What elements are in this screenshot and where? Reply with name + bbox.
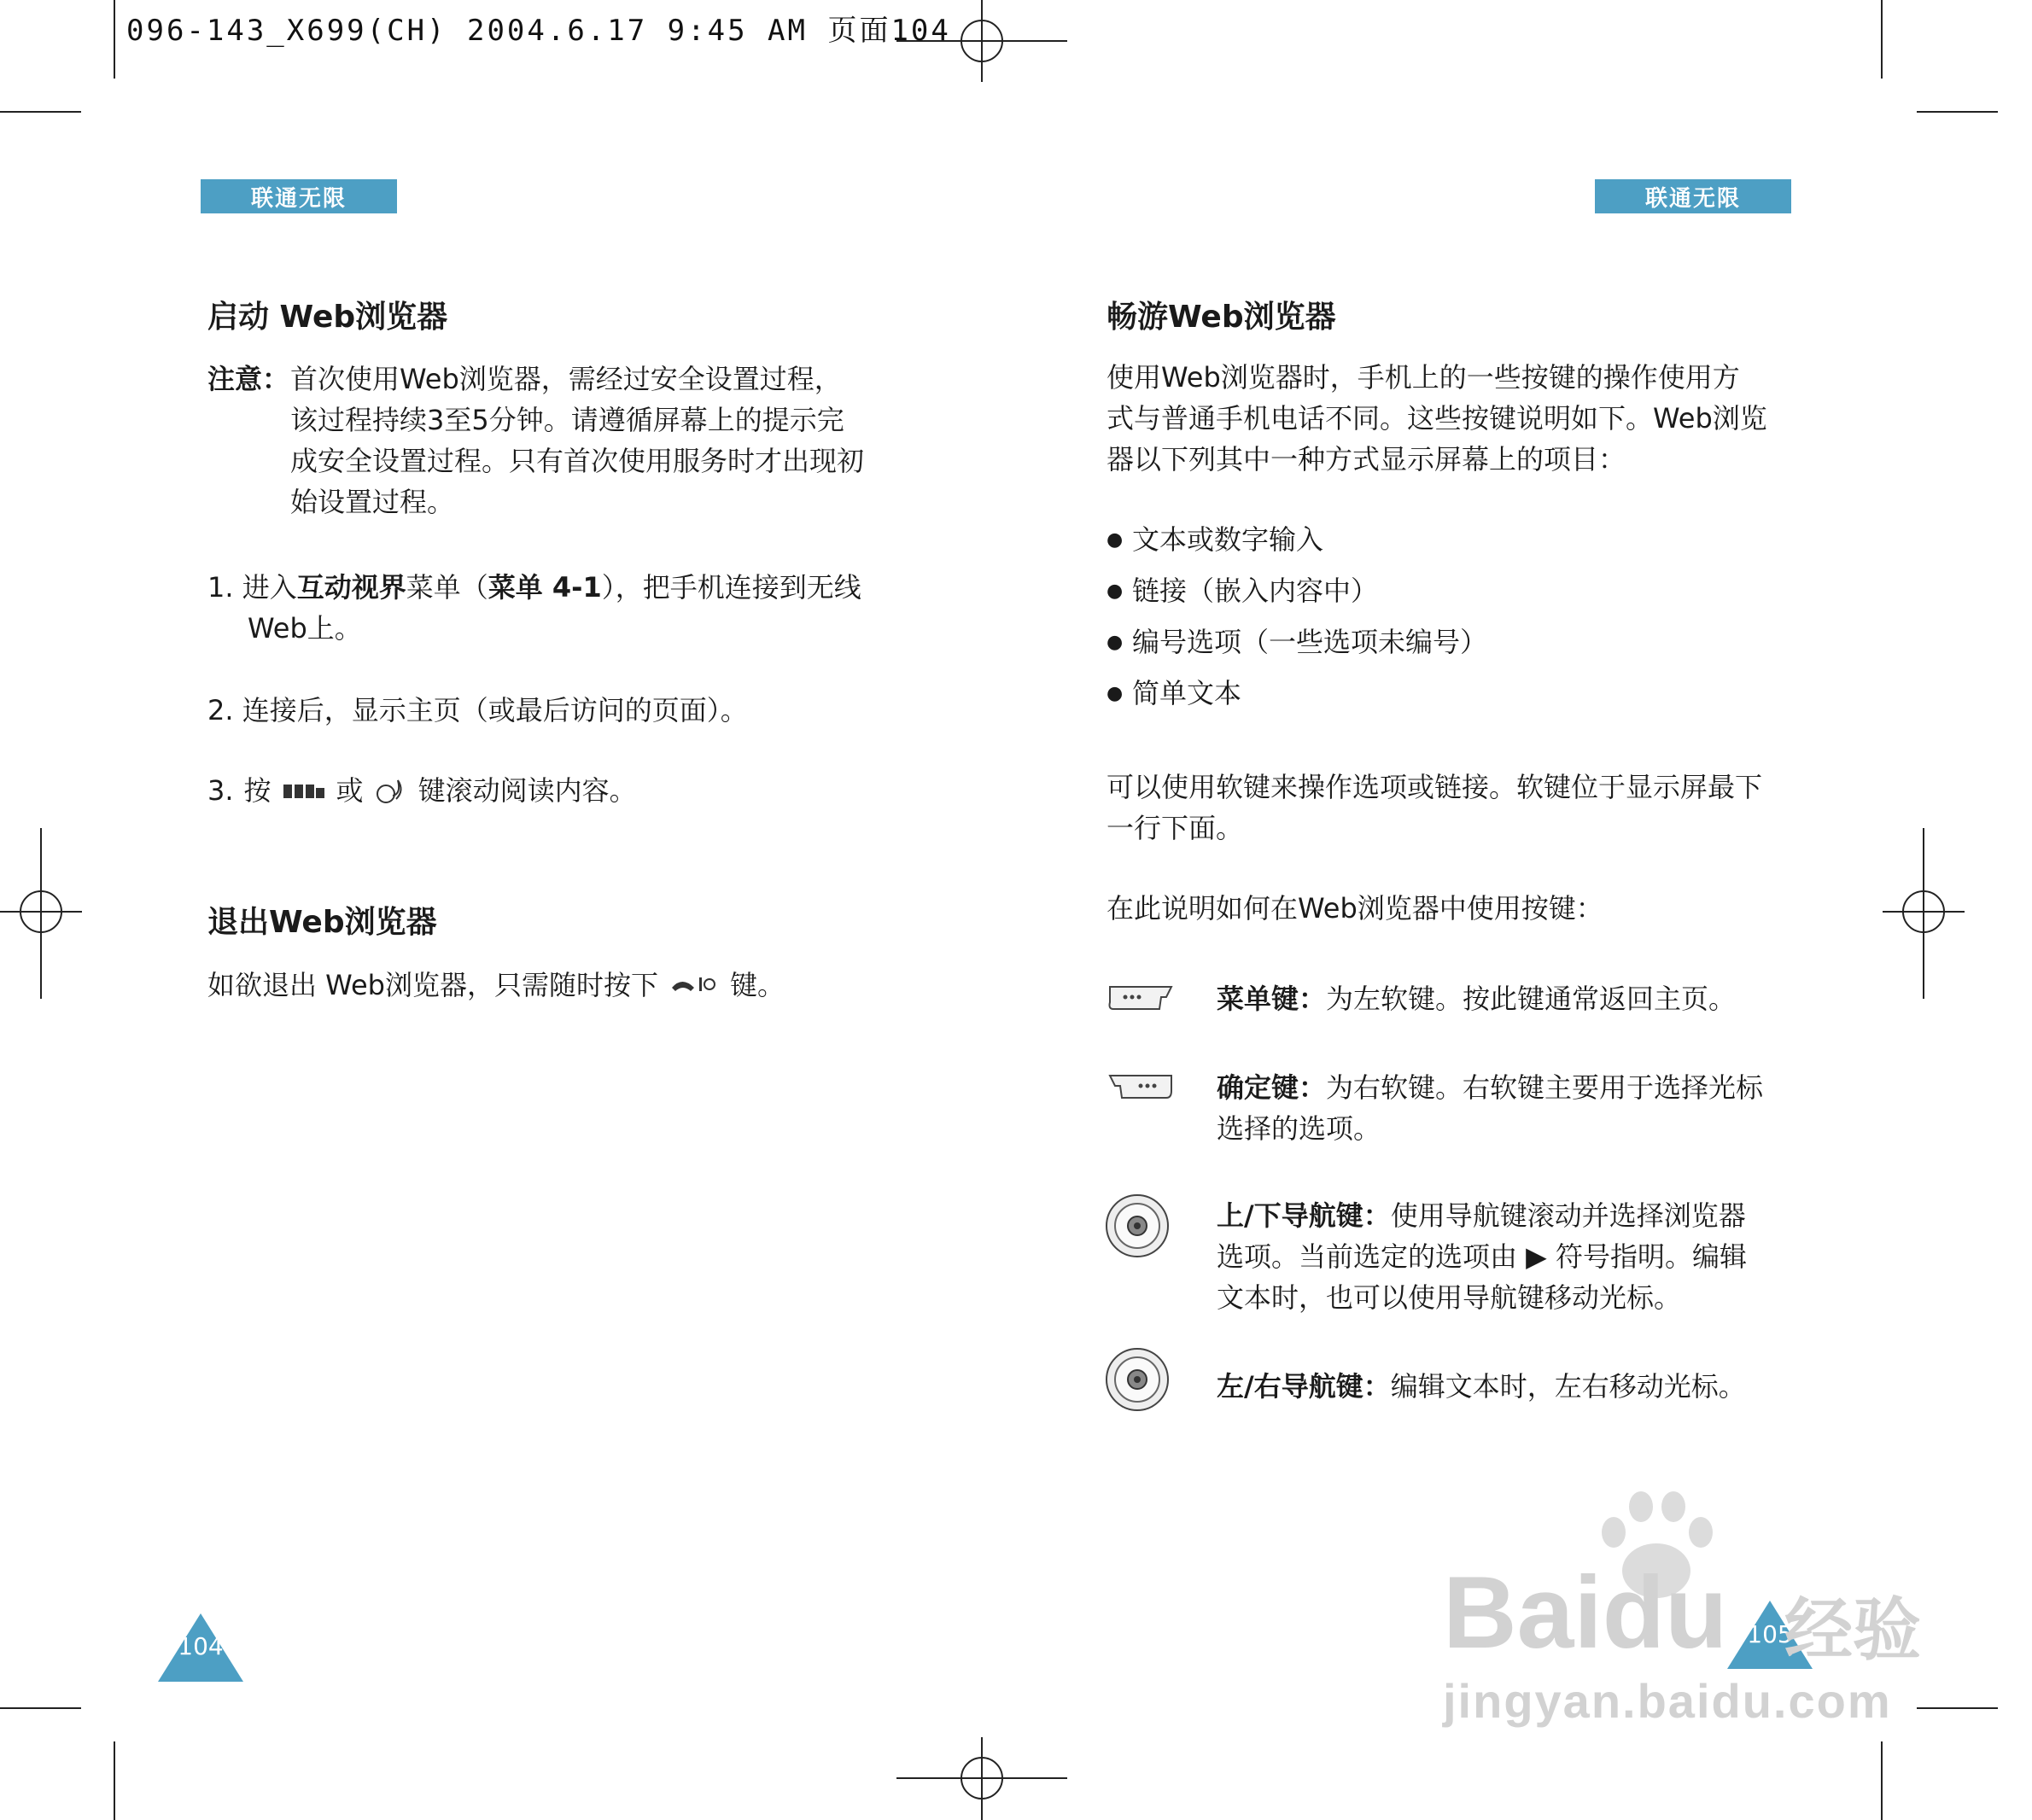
crop-mark [0,111,81,113]
step-text: 键滚动阅读内容。 [417,774,637,807]
watermark-brand-bai: Bai [1443,1555,1603,1670]
crop-mark [1881,1741,1883,1820]
softkey-line: 可以使用软键来操作选项或链接。软键位于显示屏最下 [1107,771,1763,803]
note-line: 首次使用Web浏览器，需经过安全设置过程， [290,363,842,395]
key-text: 文本时，也可以使用导航键移动光标。 [1217,1281,1682,1314]
crop-mark [0,1707,81,1709]
note-label: 注意： [207,363,290,395]
key-text: 编辑文本时，左右移动光标。 [1390,1370,1746,1403]
updown-nav-key-icon [1103,1192,1171,1260]
leftright-nav-key-icon [1103,1345,1171,1414]
key-text: 选项。当前选定的选项由 ▶ 符号指明。编辑 [1217,1240,1747,1273]
crop-mark [114,1741,115,1820]
key-label: 菜单键： [1217,983,1327,1015]
page-number: 105 [1747,1620,1793,1648]
registration-mark [1883,828,1968,999]
watermark-brand [1443,1554,1727,1671]
menu-key-icon [282,778,326,803]
key-text: 为左软键。按此键通常返回主页。 [1326,983,1737,1015]
exit-browser-heading: 退出Web浏览器 [207,905,437,940]
softkey-line: 一行下面。 [1107,812,1244,844]
page-number: 104 [178,1632,224,1660]
crop-mark [1881,0,1883,79]
key-text: 为右软键。右软键主要用于选择光标 [1326,1071,1764,1104]
note-line: 成安全设置过程。只有首次使用服务时才出现初 [290,445,865,477]
bullet-item: ● 编号选项（一些选项未编号） [1107,621,1487,663]
start-browser-heading: 启动 Web浏览器 [207,300,448,335]
registration-mark [0,828,85,999]
section-tab-right: 联通无限 [1595,179,1791,213]
scroll-key-icon [374,775,408,806]
step-2 [207,690,748,731]
key-description [1217,1366,1746,1407]
intro-line: 式与普通手机电话不同。这些按键说明如下。Web浏览 [1107,402,1767,435]
key-text: 使用导航键滚动并选择浏览器 [1390,1199,1746,1232]
step-text: 连接后，显示主页（或最后访问的页面）。 [242,694,748,726]
exit-text: 如欲退出 Web浏览器，只需随时按下 [207,969,658,1001]
watermark-cn: 经验 [1784,1592,1921,1668]
key-label: 上/下导航键： [1217,1199,1391,1232]
menu-number: 菜单 4-1 [488,571,602,604]
howto-text: 在此说明如何在Web浏览器中使用按键： [1107,892,1603,925]
menu-name: 互动视界 [296,571,406,604]
note-line: 始设置过程。 [290,486,455,518]
step-text: ），把手机连接到无线 [601,571,861,604]
key-label: 确定键： [1217,1071,1327,1104]
key-description [1217,1195,1746,1236]
section-tab-left: 联通无限 [201,179,397,213]
watermark-brand-du: du [1602,1555,1728,1670]
step-text: 或 [336,774,364,807]
right-softkey-icon [1107,1069,1175,1103]
crop-mark [1917,111,1998,113]
step-text: 进入 [242,571,297,604]
step-text: 菜单（ [406,571,488,604]
key-label: 左/右导航键： [1217,1370,1391,1403]
step-text: 按 [243,774,272,807]
crop-mark [114,0,115,79]
bullet-item: ● 简单文本 [1107,673,1241,715]
step-number: 1. [207,571,234,604]
print-header: 096-143_X699(CH) 2004.6.17 9:45 AM 页面104 [126,14,951,48]
step-3 [207,770,637,811]
note-line: 该过程持续3至5分钟。请遵循屏幕上的提示完 [290,404,844,436]
step-number: 2. [207,694,234,726]
end-key-icon [669,972,720,998]
registration-mark [896,1737,1067,1820]
step-1-line2: Web上。 [248,612,362,645]
step-number: 3. [207,774,234,807]
bullet-item: ● 文本或数字输入 [1107,519,1323,561]
exit-instruction [207,965,785,1006]
key-description [1217,1067,1763,1108]
bullet-item: ● 链接（嵌入内容中） [1107,570,1378,612]
intro-line: 使用Web浏览器时，手机上的一些按键的操作使用方 [1107,361,1740,394]
baidu-watermark [1417,1520,1930,1741]
key-text: 选择的选项。 [1217,1112,1381,1145]
key-description [1217,978,1736,1019]
step-1 [207,567,861,608]
intro-line: 器以下列其中一种方式显示屏幕上的项目： [1107,443,1626,475]
exit-text: 键。 [729,969,785,1001]
left-softkey-icon [1107,980,1175,1014]
watermark-url: jingyan.baidu.com [1443,1674,1892,1728]
browse-heading: 畅游Web浏览器 [1107,300,1336,335]
